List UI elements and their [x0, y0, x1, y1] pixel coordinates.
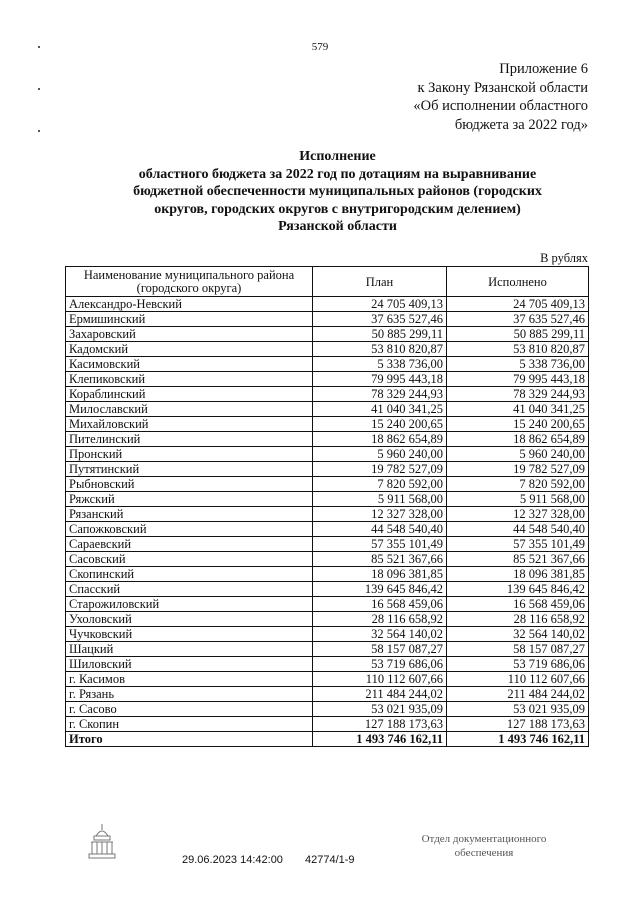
- row-name: Рязанский: [66, 507, 313, 522]
- appendix-header: [413, 60, 588, 134]
- table-row: [66, 507, 589, 522]
- row-plan: 58 157 087,27: [313, 642, 447, 657]
- row-plan: 28 116 658,92: [313, 612, 447, 627]
- table-row: [66, 552, 589, 567]
- row-name: Старожиловский: [66, 597, 313, 612]
- row-plan: 16 568 459,06: [313, 597, 447, 612]
- table-row: [66, 492, 589, 507]
- row-executed: 32 564 140,02: [447, 627, 589, 642]
- row-executed: 19 782 527,09: [447, 462, 589, 477]
- table-row: [66, 387, 589, 402]
- row-name: Ряжский: [66, 492, 313, 507]
- table-row: [66, 477, 589, 492]
- row-executed: 16 568 459,06: [447, 597, 589, 612]
- row-plan: 19 782 527,09: [313, 462, 447, 477]
- row-executed: 79 995 443,18: [447, 372, 589, 387]
- row-plan: 32 564 140,02: [313, 627, 447, 642]
- table-row: [66, 612, 589, 627]
- row-name: Пителинский: [66, 432, 313, 447]
- row-plan: 211 484 244,02: [313, 687, 447, 702]
- row-plan: 15 240 200,65: [313, 417, 447, 432]
- row-executed: 139 645 846,42: [447, 582, 589, 597]
- table-row: [66, 537, 589, 552]
- row-plan: 139 645 846,42: [313, 582, 447, 597]
- row-plan: 53 810 820,87: [313, 342, 447, 357]
- row-name: Ухоловский: [66, 612, 313, 627]
- row-executed: 18 862 654,89: [447, 432, 589, 447]
- table-row: [66, 462, 589, 477]
- total-name: Итого: [66, 732, 313, 747]
- page-number: 579: [311, 41, 329, 53]
- row-executed: 28 116 658,92: [447, 612, 589, 627]
- row-name: Сапожковский: [66, 522, 313, 537]
- table-row: [66, 327, 589, 342]
- table-row: [66, 627, 589, 642]
- row-name: Шиловский: [66, 657, 313, 672]
- row-plan: 127 188 173,63: [313, 717, 447, 732]
- row-name: г. Касимов: [66, 672, 313, 687]
- row-name: Сараевский: [66, 537, 313, 552]
- table-row: [66, 357, 589, 372]
- row-executed: 78 329 244,93: [447, 387, 589, 402]
- units-label: В рублях: [540, 251, 588, 265]
- table-row: [66, 672, 589, 687]
- table-row: [66, 702, 589, 717]
- row-executed: 127 188 173,63: [447, 717, 589, 732]
- row-name: Александро-Невский: [66, 297, 313, 312]
- document-title: [60, 148, 615, 236]
- row-executed: 5 338 736,00: [447, 357, 589, 372]
- footer-datetime: 29.06.2023 14:42:00: [182, 854, 283, 866]
- row-name: Сасовский: [66, 552, 313, 567]
- row-name: Михайловский: [66, 417, 313, 432]
- row-plan: 53 021 935,09: [313, 702, 447, 717]
- title-line: областного бюджета за 2022 год по дотациям на выравнивание: [138, 166, 537, 182]
- row-plan: 85 521 367,66: [313, 552, 447, 567]
- row-executed: 15 240 200,65: [447, 417, 589, 432]
- row-executed: 211 484 244,02: [447, 687, 589, 702]
- row-plan: 110 112 607,66: [313, 672, 447, 687]
- header-executed: Исполнено: [447, 267, 589, 297]
- table-row: [66, 522, 589, 537]
- department-stamp: [404, 832, 564, 860]
- total-plan: 1 493 746 162,11: [313, 732, 447, 747]
- row-executed: 58 157 087,27: [447, 642, 589, 657]
- title-line: Исполнение: [299, 149, 376, 164]
- appendix-line: Приложение 6: [499, 61, 588, 77]
- duma-building-icon: [88, 822, 116, 860]
- row-name: Милославский: [66, 402, 313, 417]
- row-executed: 12 327 328,00: [447, 507, 589, 522]
- table-row: [66, 582, 589, 597]
- stamp-line: обеспечения: [454, 847, 514, 859]
- title-line: Рязанской области: [278, 219, 397, 234]
- row-plan: 53 719 686,06: [313, 657, 447, 672]
- row-name: Путятинский: [66, 462, 313, 477]
- row-name: г. Сасово: [66, 702, 313, 717]
- row-executed: 53 719 686,06: [447, 657, 589, 672]
- appendix-line: «Об исполнении областного: [413, 98, 588, 114]
- row-plan: 5 338 736,00: [313, 357, 447, 372]
- row-plan: 5 911 568,00: [313, 492, 447, 507]
- row-name: Захаровский: [66, 327, 313, 342]
- row-executed: 37 635 527,46: [447, 312, 589, 327]
- table-row: [66, 687, 589, 702]
- header-name-line: (городского округа): [136, 280, 242, 295]
- row-executed: 57 355 101,49: [447, 537, 589, 552]
- appendix-line: к Закону Рязанской области: [417, 79, 588, 96]
- table-row: [66, 447, 589, 462]
- row-name: Рыбновский: [66, 477, 313, 492]
- table-row: [66, 642, 589, 657]
- row-name: Чучковский: [66, 627, 313, 642]
- budget-table: [65, 266, 589, 747]
- table-row: [66, 402, 589, 417]
- margin-mark: [38, 88, 40, 90]
- row-name: г. Скопин: [66, 717, 313, 732]
- row-executed: 85 521 367,66: [447, 552, 589, 567]
- table-row: [66, 432, 589, 447]
- table-row: [66, 372, 589, 387]
- table-row: [66, 717, 589, 732]
- row-name: Скопинский: [66, 567, 313, 582]
- stamp-line: Отдел документационного: [421, 833, 547, 845]
- row-name: Касимовский: [66, 357, 313, 372]
- row-name: Шацкий: [66, 642, 313, 657]
- table-row: [66, 342, 589, 357]
- total-executed: 1 493 746 162,11: [447, 732, 589, 747]
- header-name-line: Наименование муниципального района: [83, 267, 295, 282]
- row-executed: 41 040 341,25: [447, 402, 589, 417]
- margin-mark: [38, 46, 40, 48]
- row-name: Ермишинский: [66, 312, 313, 327]
- row-plan: 44 548 540,40: [313, 522, 447, 537]
- row-plan: 57 355 101,49: [313, 537, 447, 552]
- appendix-line: бюджета за 2022 год»: [454, 116, 588, 133]
- header-plan: План: [313, 267, 447, 297]
- row-name: Спасский: [66, 582, 313, 597]
- table-header-row: [66, 267, 589, 297]
- row-executed: 7 820 592,00: [447, 477, 589, 492]
- header-name: [66, 267, 313, 297]
- row-executed: 50 885 299,11: [447, 327, 589, 342]
- table-row: [66, 597, 589, 612]
- row-executed: 24 705 409,13: [447, 297, 589, 312]
- row-plan: 18 096 381,85: [313, 567, 447, 582]
- row-executed: 18 096 381,85: [447, 567, 589, 582]
- row-plan: 50 885 299,11: [313, 327, 447, 342]
- row-executed: 5 911 568,00: [447, 492, 589, 507]
- row-plan: 37 635 527,46: [313, 312, 447, 327]
- row-executed: 44 548 540,40: [447, 522, 589, 537]
- row-plan: 18 862 654,89: [313, 432, 447, 447]
- row-name: Кораблинский: [66, 387, 313, 402]
- table-row: [66, 657, 589, 672]
- row-executed: 110 112 607,66: [447, 672, 589, 687]
- table-row: [66, 417, 589, 432]
- margin-mark: [38, 130, 40, 132]
- row-name: Клепиковский: [66, 372, 313, 387]
- table-row: [66, 312, 589, 327]
- row-name: Пронский: [66, 447, 313, 462]
- row-name: Кадомский: [66, 342, 313, 357]
- row-plan: 12 327 328,00: [313, 507, 447, 522]
- row-executed: 5 960 240,00: [447, 447, 589, 462]
- table-row: [66, 297, 589, 312]
- table-row: [66, 567, 589, 582]
- title-line: бюджетной обеспеченности муниципальных районов (городских: [133, 184, 542, 199]
- row-executed: 53 810 820,87: [447, 342, 589, 357]
- row-plan: 24 705 409,13: [313, 297, 447, 312]
- row-plan: 41 040 341,25: [313, 402, 447, 417]
- table-total-row: [66, 732, 589, 747]
- footer-document-code: 42774/1-9: [305, 854, 355, 866]
- row-executed: 53 021 935,09: [447, 702, 589, 717]
- row-plan: 78 329 244,93: [313, 387, 447, 402]
- row-plan: 79 995 443,18: [313, 372, 447, 387]
- title-line: округов, городских округов с внутригородским делением): [154, 201, 521, 217]
- row-plan: 7 820 592,00: [313, 477, 447, 492]
- row-plan: 5 960 240,00: [313, 447, 447, 462]
- row-name: г. Рязань: [66, 687, 313, 702]
